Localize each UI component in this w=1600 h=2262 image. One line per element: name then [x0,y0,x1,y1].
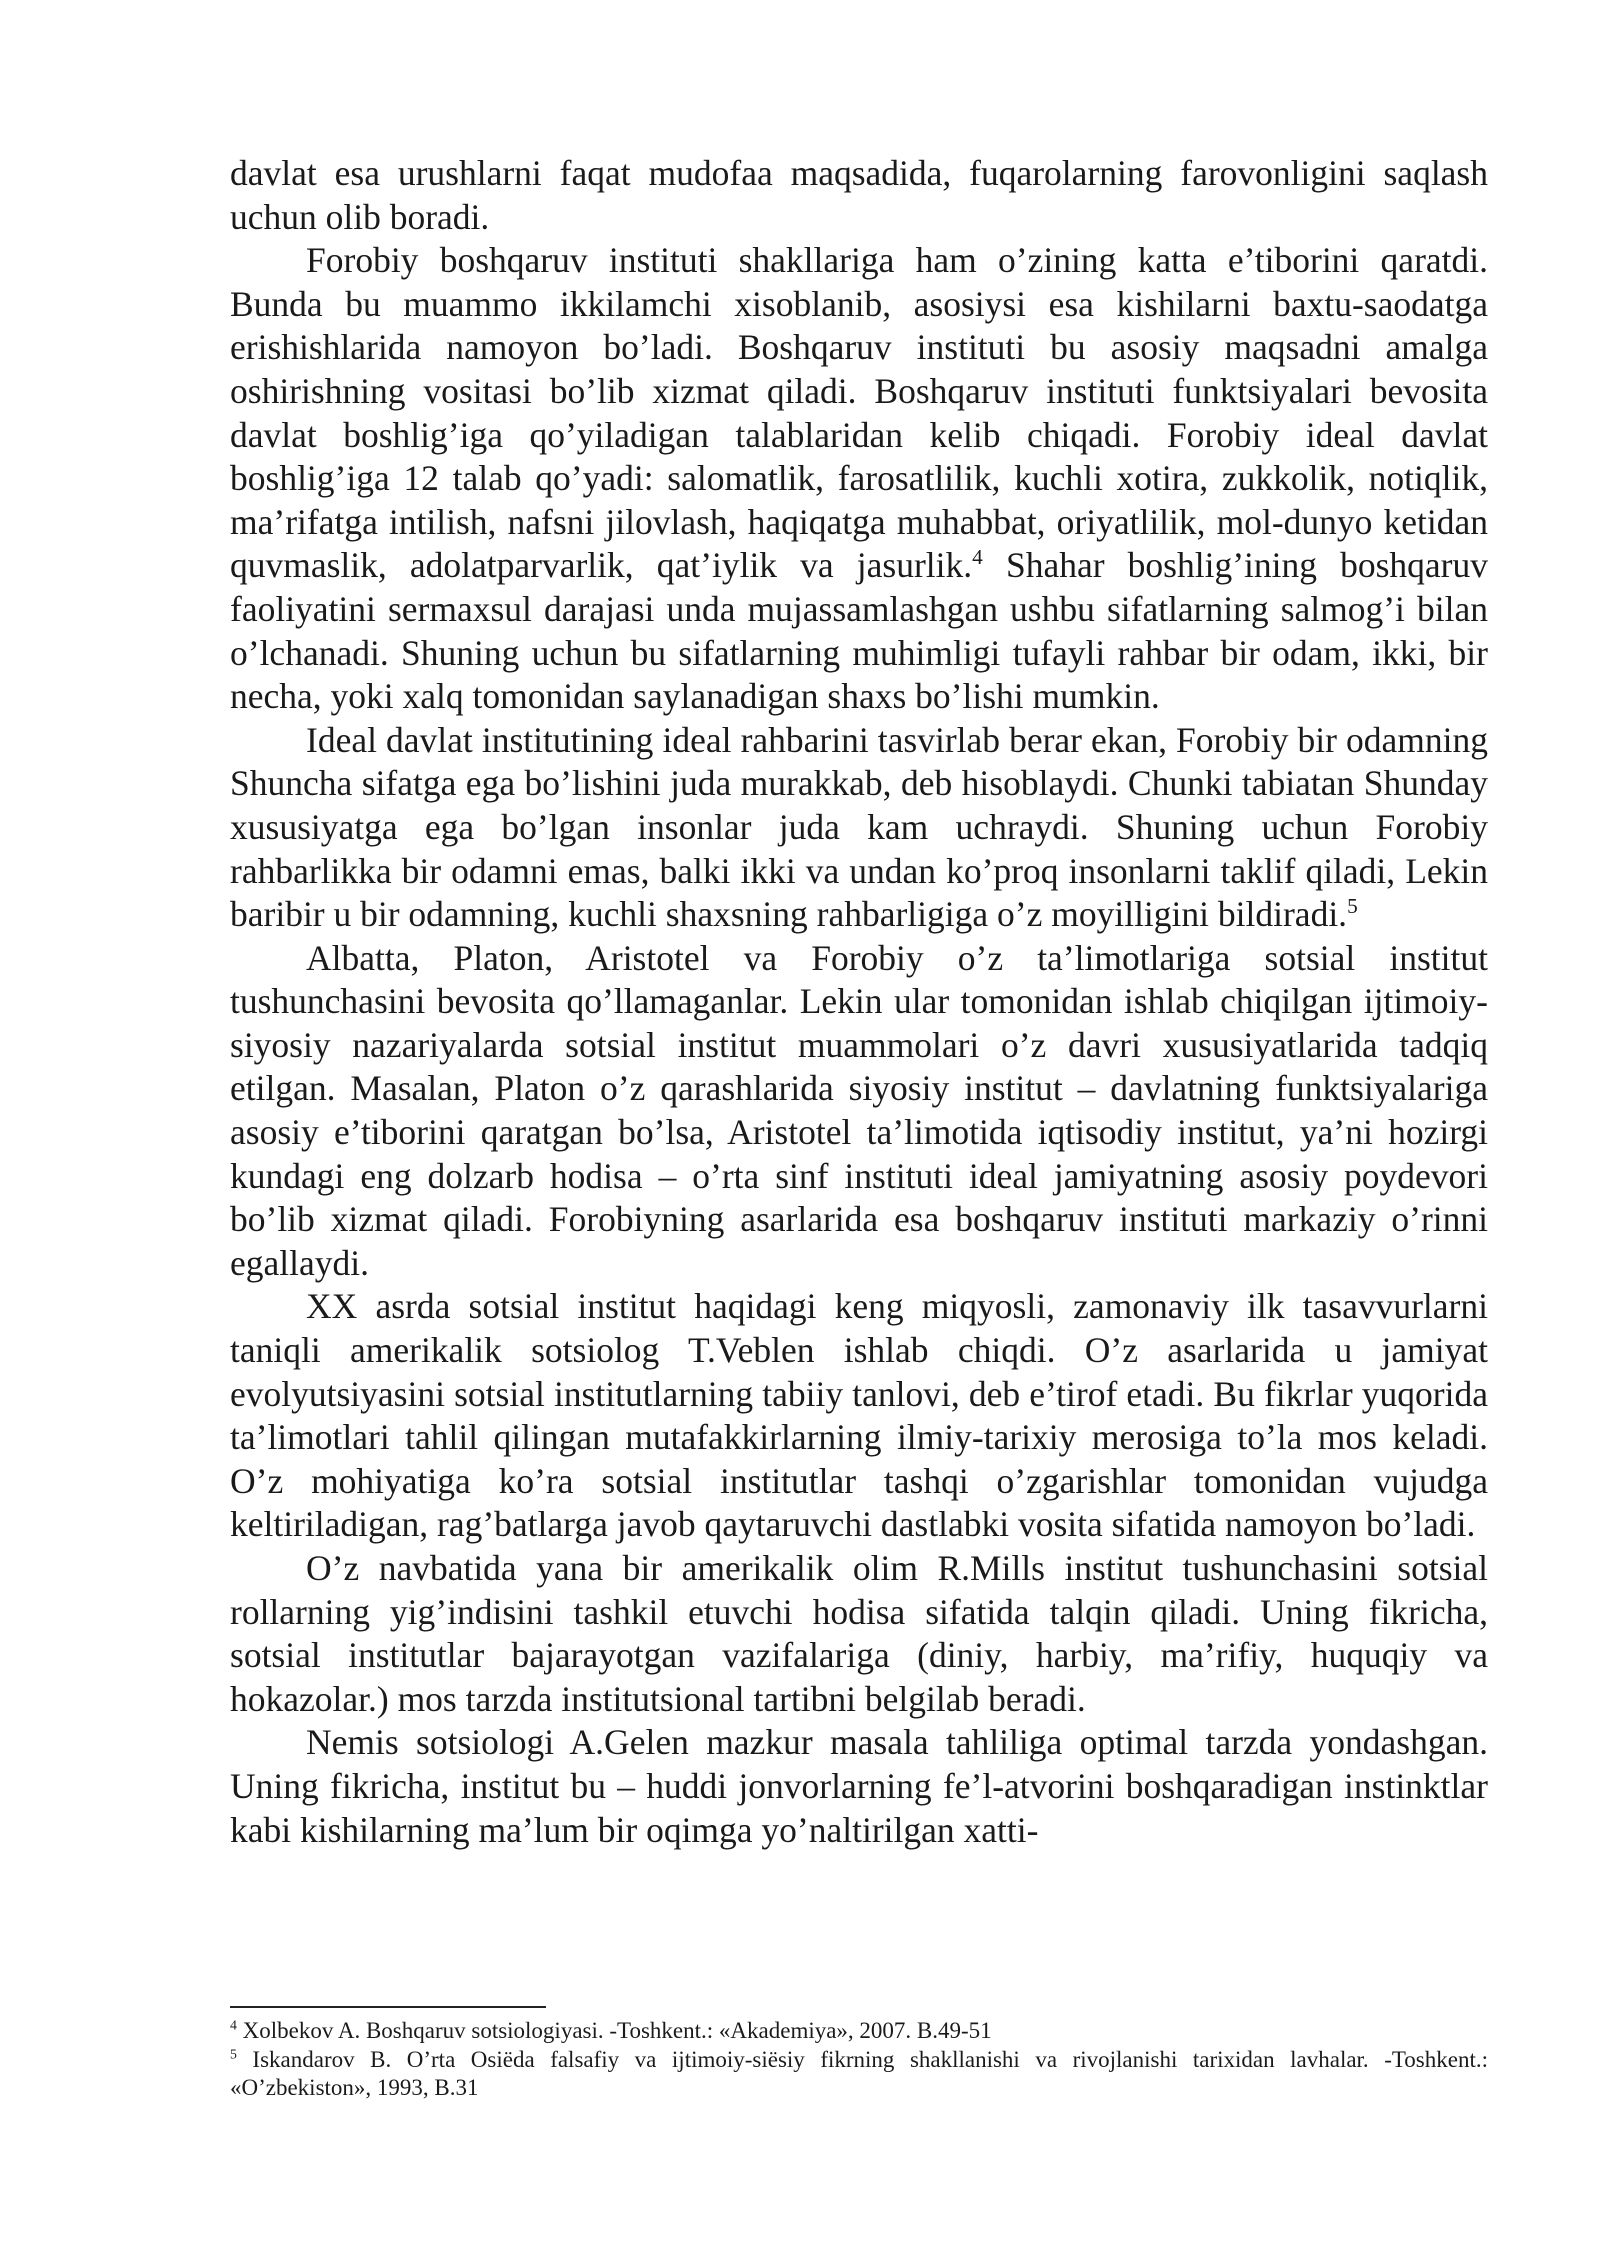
paragraph-1 [230,152,1488,239]
paragraph-text: Nemis sotsiologi A.Gelen mazkur masala tahliliga optimal tarzda yondashgan. Uning fikricha, institut bu – huddi jonvorlarning fe’l-atvorini boshqaradigan instinktlar kabi kishilarning ma’lum bir oqimga yo’naltirilgan xatti- [230,1722,1488,1850]
paragraph-text: O’z navbatida yana bir amerikalik olim R.Mills institut tushunchasini sotsial rollarning yig’indisini tashkil etuvchi hodisa sifatida talqin qiladi. Uning fikricha, sotsial institutlar bajarayotgan vazifalariga (diniy, harbiy, ma’rifiy, huquqiy va hokazolar.) mos tarzda institutsional tartibni belgilab beradi. [230,1548,1488,1719]
paragraph-2 [230,239,1488,719]
paragraph-text: Forobiy boshqaruv instituti shakllariga ham o’zining katta e’tiborini qaratdi. Bunda bu muammo ikkilamchi xisoblanib, asosiysi esa kishilarni baxtu-saodatga erishishlarida namoyon bo’ladi. Boshqaruv instituti bu asosiy maqsadni amalga oshirishning vositasi bo’lib xizmat qiladi. Boshqaruv instituti funktsiyalari bevosita davlat boshlig’iga qo’yiladigan talablaridan kelib chiqadi. Forobiy ideal davlat boshlig’iga 12 talab qo’yadi: salomatlik, farosatlilik, kuchli xotira, zukkolik, notiqlik, ma’rifatga intilish, nafsni jilovlash, haqiqatga muhabbat, oriyatlilik, mol-dunyo ketidan quvmaslik, adolatparvarlik, qat’iylik va jasurlik. [230,240,1488,586]
footnote-separator [230,2006,546,2008]
paragraph-4 [230,937,1488,1286]
paragraph-7 [230,1721,1488,1852]
paragraph-text: Ideal davlat institutining ideal rahbarini tasvirlab berar ekan, Forobiy bir odamning Shuncha sifatga ega bo’lishini juda murakkab, deb hisoblaydi. Chunki tabiatan Shunday xususiyatga ega bo’lgan insonlar juda kam uchraydi. Shuning uchun Forobiy rahbarlikka bir odamni emas, balki ikki va undan ko’proq insonlarni taklif qiladi, Lekin baribir u bir odamning, kuchli shaxsning rahbarligiga o’z moyilligini bildiradi. [230,719,1488,935]
paragraph-text: Albatta, Platon, Aristotel va Forobiy o’z ta’limotlariga sotsial institut tushunchasini bevosita qo’llamaganlar. Lekin ular tomonidan ishlab chiqilgan ijtimoiy-siyosiy nazariyalarda sotsial institut muammolari o’z davri xususiyatlarida tadqiq etilgan. Masalan, Platon o’z qarashlarida siyosiy institut – davlatning funktsiyalariga asosiy e’tiborini qaratgan bo’lsa, Aristotel ta’limotida iqtisodiy institut, ya’ni hozirgi kundagi eng dolzarb hodisa – o’rta sinf instituti ideal jamiyatning asosiy poydevori bo’lib xizmat qiladi. Forobiyning asarlarida esa boshqaruv instituti markaziy o’rinni egallaydi. [230,937,1488,1283]
document-body [230,152,1488,1852]
paragraph-3 [230,719,1488,937]
footnotes [230,2017,1488,2103]
footnote-reference[interactable]: 4 [972,545,983,570]
footnote-5 [230,2046,1488,2103]
footnote-number: 5 [230,2045,237,2061]
paragraph-text: davlat esa urushlarni faqat mudofaa maqsadida, fuqarolarning farovonligini saqlash uchun olib boradi. [230,153,1488,237]
footnote-reference[interactable]: 5 [1347,894,1358,919]
paragraph-text-continued: Shahar boshlig’ining boshqaruv faoliyatini sermaxsul darajasi unda mujassamlashgan ushbu sifatlarning salmog’i bilan o’lchanadi. Shuning uchun bu sifatlarning muhimligi tufayli rahbar bir odam, ikki, bir necha, yoki xalq tomonidan saylanadigan shaxs bo’lishi mumkin. [230,545,1489,717]
paragraph-6 [230,1547,1488,1721]
footnote-4 [230,2017,1488,2046]
footnote-number: 4 [230,2017,237,2033]
paragraph-5 [230,1285,1488,1547]
paragraph-text: XX asrda sotsial institut haqidagi keng miqyosli, zamonaviy ilk tasavvurlarni taniqli amerikalik sotsiolog T.Veblen ishlab chiqdi. O’z asarlarida u jamiyat evolyutsiyasini sotsial institutlarning tabiiy tanlovi, deb e’tirof etadi. Bu fikrlar yuqorida ta’limotlari tahlil qilingan mutafakkirlarning ilmiy-tarixiy merosiga to’la mos keladi. O’z mohiyatiga ko’ra sotsial institutlar tashqi o’zgarishlar tomonidan vujudga keltiriladigan, rag’batlarga javob qaytaruvchi dastlabki vosita sifatida namoyon bo’ladi. [230,1286,1488,1545]
footnote-text: Xolbekov A. Boshqaruv sotsiologiyasi. -Toshkent.: «Akademiya», 2007. B.49-51 [236,2018,992,2043]
footnote-text: Iskandarov B. O’rta Osiёda falsafiy va ijtimoiy-siёsiy fikrning shakllanishi va rivojlanishi tarixidan lavhalar. -Toshkent.: «O’zbekiston», 1993, B.31 [230,2046,1488,2100]
